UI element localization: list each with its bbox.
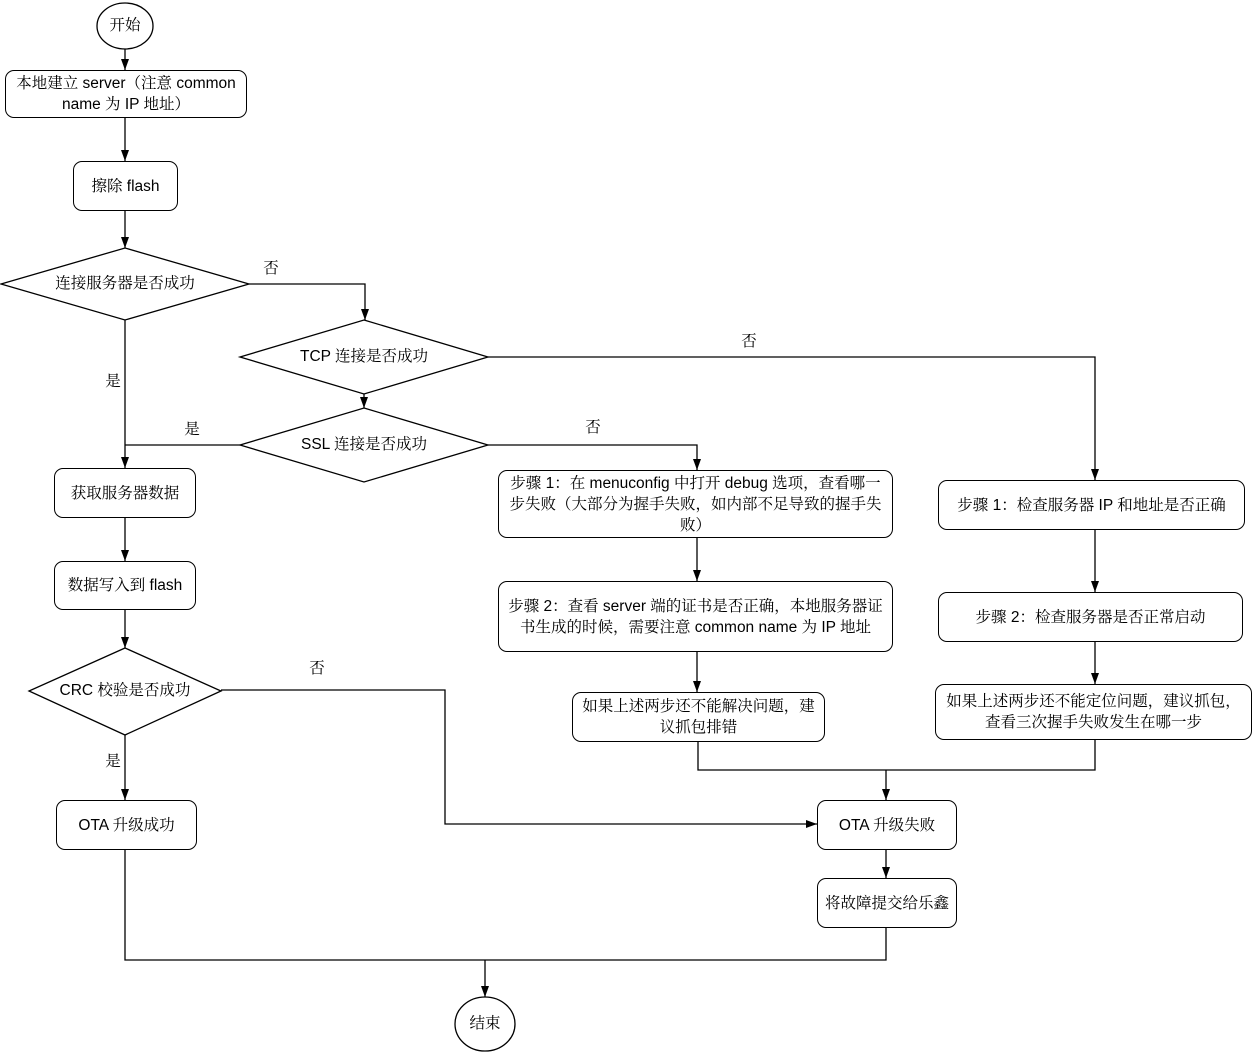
edge-tcp-no-to-tcp-step1 bbox=[488, 357, 1095, 480]
node-write-flash: 数据写入到 flash bbox=[54, 561, 196, 610]
node-tcp-step2: 步骤 2：检查服务器是否正常启动 bbox=[938, 592, 1243, 642]
node-ssl-step2: 步骤 2：查看 server 端的证书是否正确，本地服务器证书生成的时候，需要注意 common name 为 IP 地址 bbox=[498, 581, 893, 652]
crc-check-diamond bbox=[29, 648, 221, 735]
edge-ssl-no-to-ssl-step1 bbox=[488, 445, 697, 470]
node-tcp-step3: 如果上述两步还不能定位问题，建议抓包，查看三次握手失败发生在哪一步 bbox=[935, 684, 1252, 740]
connect-check-diamond bbox=[1, 248, 249, 320]
tcp-check-diamond bbox=[240, 320, 488, 394]
edge-label-crc-no: 否 bbox=[309, 660, 325, 677]
edge-label-connect-no: 否 bbox=[263, 260, 279, 277]
ssl-check-diamond bbox=[240, 408, 488, 482]
edge-ota-success-to-end-junction bbox=[125, 850, 485, 960]
edge-label-ssl-yes: 是 bbox=[184, 421, 200, 438]
end-terminator-shape bbox=[455, 997, 515, 1051]
crc-check-label: CRC 校验是否成功 bbox=[59, 682, 191, 699]
edge-label-tcp-no: 否 bbox=[741, 333, 757, 350]
edge-submit-to-end-junction bbox=[485, 928, 886, 960]
node-ota-success: OTA 升级成功 bbox=[56, 800, 197, 850]
edge-tcp-step3-to-junction bbox=[886, 740, 1095, 770]
node-erase-flash: 擦除 flash bbox=[73, 161, 178, 211]
node-ssl-step1: 步骤 1：在 menuconfig 中打开 debug 选项，查看哪一步失败（大部分为握手失败，如内部不足导致的握手失败） bbox=[498, 470, 893, 538]
node-ota-fail: OTA 升级失败 bbox=[817, 800, 957, 850]
edge-label-ssl-no: 否 bbox=[585, 419, 601, 436]
end-label: 结束 bbox=[469, 1015, 501, 1032]
connect-check-label: 连接服务器是否成功 bbox=[55, 275, 195, 292]
node-submit-espressif: 将故障提交给乐鑫 bbox=[817, 878, 957, 928]
start-terminator-shape bbox=[97, 3, 153, 49]
ssl-check-label: SSL 连接是否成功 bbox=[300, 436, 428, 453]
start-label: 开始 bbox=[109, 17, 141, 34]
edge-label-connect-yes: 是 bbox=[105, 373, 121, 390]
edge-ssl-step3-to-junction bbox=[698, 742, 886, 770]
node-ssl-step3: 如果上述两步还不能解决问题，建议抓包排错 bbox=[572, 692, 825, 742]
tcp-check-label: TCP 连接是否成功 bbox=[299, 348, 429, 365]
edge-label-crc-yes: 是 bbox=[105, 753, 121, 770]
node-tcp-step1: 步骤 1：检查服务器 IP 和地址是否正确 bbox=[938, 480, 1245, 530]
node-fetch-server-data: 获取服务器数据 bbox=[54, 468, 196, 518]
node-create-server: 本地建立 server（注意 common name 为 IP 地址） bbox=[5, 70, 247, 118]
edge-connect-no-to-tcp-check bbox=[249, 284, 365, 320]
